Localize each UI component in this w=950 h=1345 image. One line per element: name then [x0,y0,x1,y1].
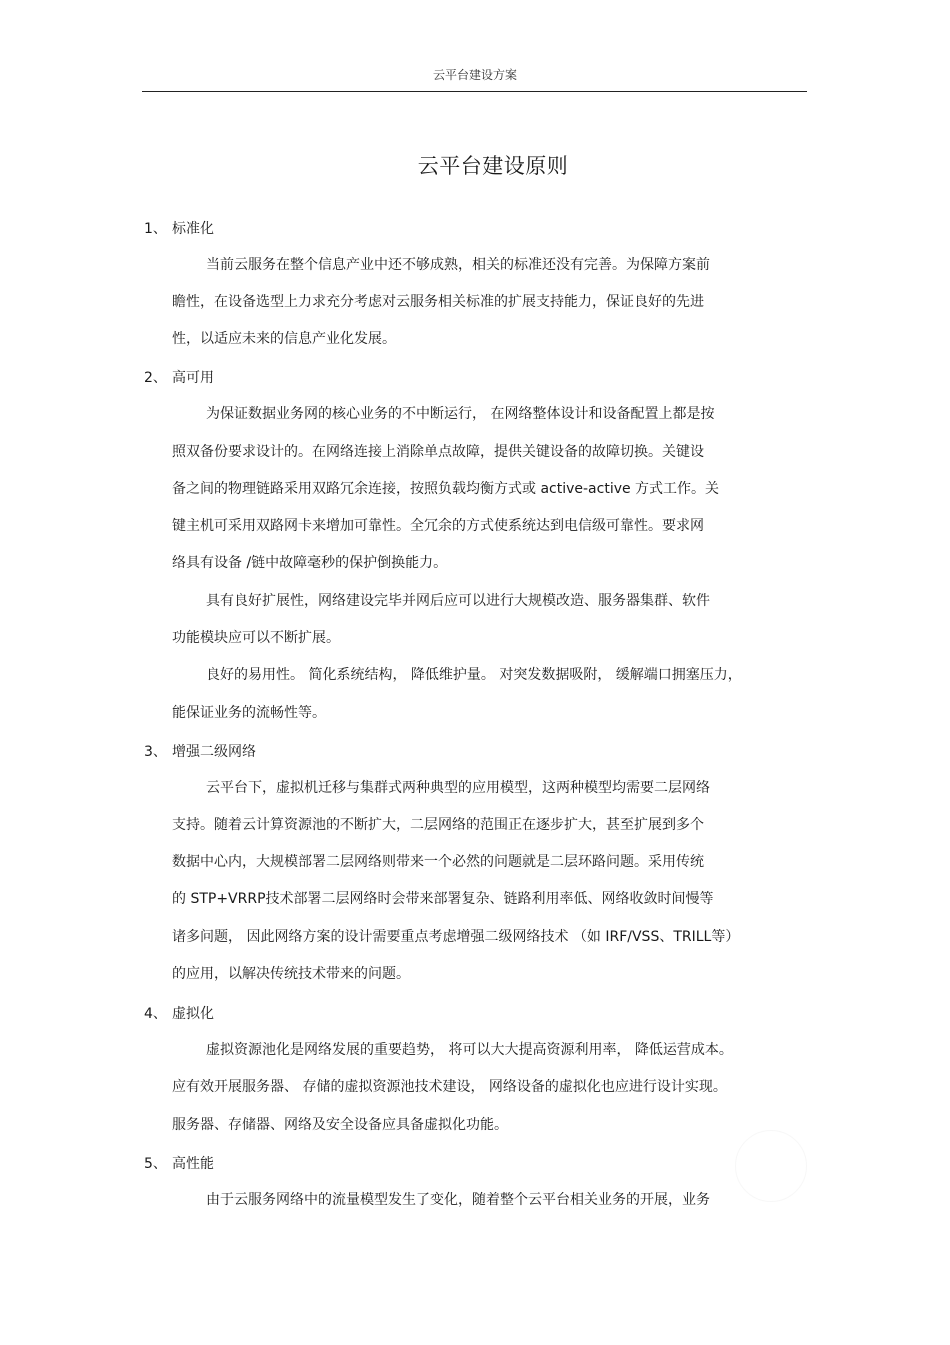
paragraph-line: 当前云服务在整个信息产业中还不够成熟，相关的标准还没有完善。为保障方案前 [206,257,710,273]
header-rule [142,91,807,92]
paragraph-line: 服务器、存储器、网络及安全设备应具备虚拟化功能。 [172,1117,508,1133]
section-title: 增强二级网络 [172,744,256,760]
faint-watermark [735,1130,807,1202]
paragraph-line: 照双备份要求设计的。在网络连接上消除单点故障，提供关键设备的故障切换。关键设 [172,444,704,460]
paragraph-line: 键主机可采用双路网卡来增加可靠性。全冗余的方式使系统达到电信级可靠性。要求网 [172,518,704,534]
section-number: 5、 [144,1156,167,1172]
running-header: 云平台建设方案 [432,68,517,82]
paragraph-line: 为保证数据业务网的核心业务的不中断运行， 在网络整体设计和设备配置上都是按 [206,406,715,422]
paragraph-line: 数据中心内，大规模部署二层网络则带来一个必然的问题就是二层环路问题。采用传统 [172,854,704,870]
section-title: 虚拟化 [172,1006,214,1022]
paragraph-line: 瞻性，在设备选型上力求充分考虑对云服务相关标准的扩展支持能力，保证良好的先进 [172,294,704,310]
paragraph-line: 应有效开展服务器、 存储的虚拟资源池技术建设， 网络设备的虚拟化也应进行设计实现。 [172,1079,727,1095]
section-number: 3、 [144,744,167,760]
section-title: 高性能 [172,1156,214,1172]
paragraph-line: 支持。随着云计算资源池的不断扩大，二层网络的范围正在逐步扩大，甚至扩展到多个 [172,817,704,833]
paragraph-line: 的 STP+VRRP技术部署二层网络时会带来部署复杂、链路利用率低、网络收敛时间慢等 [172,891,714,907]
paragraph-line: 性，以适应未来的信息产业化发展。 [172,331,396,347]
page-title: 云平台建设原则 [417,154,569,178]
paragraph-line: 备之间的物理链路采用双路冗余连接，按照负载均衡方式或 active-active 方式工作。关 [172,481,720,497]
paragraph-line: 由于云服务网络中的流量模型发生了变化，随着整个云平台相关业务的开展，业务 [206,1192,710,1208]
section-number: 4、 [144,1006,167,1022]
paragraph-line: 功能模块应可以不断扩展。 [172,630,340,646]
section-title: 标准化 [172,221,214,237]
paragraph-line: 络具有设备 /链中故障毫秒的保护倒换能力。 [172,555,448,571]
paragraph-line: 具有良好扩展性，网络建设完毕并网后应可以进行大规模改造、服务器集群、软件 [206,593,710,609]
paragraph-line: 的应用，以解决传统技术带来的问题。 [172,966,410,982]
paragraph-line: 虚拟资源池化是网络发展的重要趋势， 将可以大大提高资源利用率， 降低运营成本。 [206,1042,733,1058]
section-title: 高可用 [172,370,214,386]
paragraph-line: 良好的易用性。 简化系统结构， 降低维护量。 对突发数据吸附， 缓解端口拥塞压力， [206,667,742,683]
paragraph-line: 能保证业务的流畅性等。 [172,705,326,721]
section-number: 1、 [144,221,167,237]
paragraph-line: 诸多问题， 因此网络方案的设计需要重点考虑增强二级网络技术 （如 IRF/VSS、TRILL等） [172,929,740,945]
paragraph-line: 云平台下，虚拟机迁移与集群式两种典型的应用模型，这两种模型均需要二层网络 [206,780,710,796]
section-number: 2、 [144,370,167,386]
